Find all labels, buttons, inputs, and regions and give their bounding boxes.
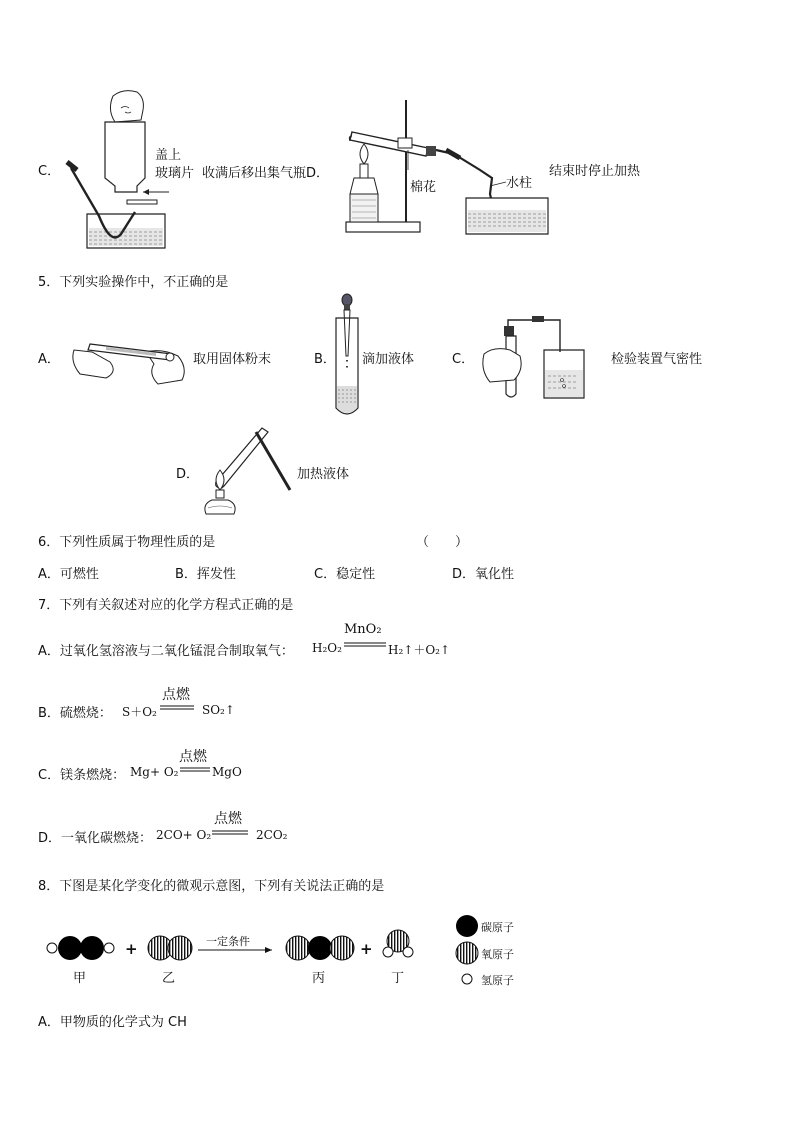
q8-label-jia: 甲	[73, 971, 87, 986]
q6-answer-paren: （ ）	[416, 535, 469, 550]
q5-option-d-text: 加热液体	[297, 467, 350, 482]
q7-option-b-products: SO₂↑	[202, 703, 235, 717]
q7-option-c-reactants: Mg+ O₂	[130, 765, 179, 779]
q7-option-a-equals-sign	[344, 642, 386, 648]
q5-option-c-label: C．	[452, 352, 475, 367]
q7-option-b-text: B．硫燃烧：	[38, 706, 112, 721]
q7-option-c-products: MgO	[212, 765, 242, 779]
q5-stem: 5．下列实验操作中，不正确的是	[38, 275, 229, 290]
q8-option-a: A．甲物质的化学式为 CH	[38, 1015, 187, 1030]
powder-sampling-illustration	[66, 322, 192, 386]
airtightness-check-illustration	[480, 310, 604, 402]
q7-option-a-products: H₂↑＋O₂↑	[388, 643, 451, 657]
q5-option-b-text: 滴加液体	[362, 352, 415, 367]
q6-option-a: A．可燃性	[38, 567, 99, 582]
q8-label-yi: 乙	[162, 971, 176, 986]
q7-option-c-condition: 点燃	[179, 749, 207, 765]
q4-option-d-cotton-label: 棉花	[410, 180, 437, 195]
q8-legend-hydrogen: 氢原子	[481, 974, 514, 987]
q8-reaction-condition: 一定条件	[206, 935, 250, 948]
q7-option-d-condition: 点燃	[214, 811, 242, 827]
q5-option-d-label: D．	[176, 467, 200, 482]
q7-option-b-equals-sign	[160, 705, 194, 711]
q4-option-c-note-line1: 盖上	[155, 148, 182, 163]
q6-option-d: D．氧化性	[452, 567, 515, 582]
heating-apparatus-illustration	[342, 98, 552, 236]
q5-option-a-text: 取用固体粉末	[193, 352, 272, 367]
q7-option-c-equals-sign	[180, 767, 210, 773]
q4-option-d-text: 结束时停止加热	[549, 164, 641, 179]
q7-option-a-reactants: H₂O₂	[312, 641, 342, 655]
q4-option-c-note-line2: 玻璃片	[155, 166, 195, 181]
q4-option-c-text: 收满后移出集气瓶D．	[202, 166, 330, 181]
q6-option-c: C．稳定性	[314, 567, 376, 582]
q8-plus-2: +	[360, 940, 373, 958]
q7-option-a-text: A．过氧化氢溶液与二氧化锰混合制取氧气：	[38, 644, 294, 659]
q7-option-d-products: 2CO₂	[256, 828, 288, 842]
heating-liquid-illustration	[200, 424, 294, 518]
q8-label-bing: 丙	[312, 971, 326, 986]
q6-option-b: B．挥发性	[175, 567, 236, 582]
q5-option-b-label: B．	[314, 352, 336, 367]
dropper-illustration	[332, 294, 362, 418]
q7-option-d-text: D．一氧化碳燃烧：	[38, 831, 153, 846]
q7-option-d-equals-sign	[212, 830, 248, 836]
q8-legend-oxygen: 氧原子	[481, 948, 514, 961]
q7-option-b-condition: 点燃	[162, 687, 190, 703]
q7-option-c-text: C．镁条燃烧：	[38, 768, 126, 783]
q6-stem: 6．下列性质属于物理性质的是	[38, 535, 216, 550]
molecular-reaction-diagram	[40, 916, 480, 988]
q8-legend-carbon: 碳原子	[481, 921, 514, 934]
q7-stem: 7．下列有关叙述对应的化学方程式正确的是	[38, 598, 294, 613]
q8-stem: 8．下图是某化学变化的微观示意图，下列有关说法正确的是	[38, 879, 385, 894]
q7-option-d-reactants: 2CO+ O₂	[156, 828, 212, 842]
q5-option-a-label: A．	[38, 352, 60, 367]
q7-option-a-condition: MnO₂	[344, 622, 382, 637]
q4-option-c-label: C．	[38, 164, 61, 179]
q7-option-b-reactants: S＋O₂	[122, 705, 157, 719]
q8-label-ding: 丁	[391, 971, 405, 986]
q4-option-d-water-label: 水柱	[506, 176, 533, 191]
q8-plus-1: +	[125, 940, 138, 958]
q5-option-c-text: 检验装置气密性	[611, 352, 703, 367]
